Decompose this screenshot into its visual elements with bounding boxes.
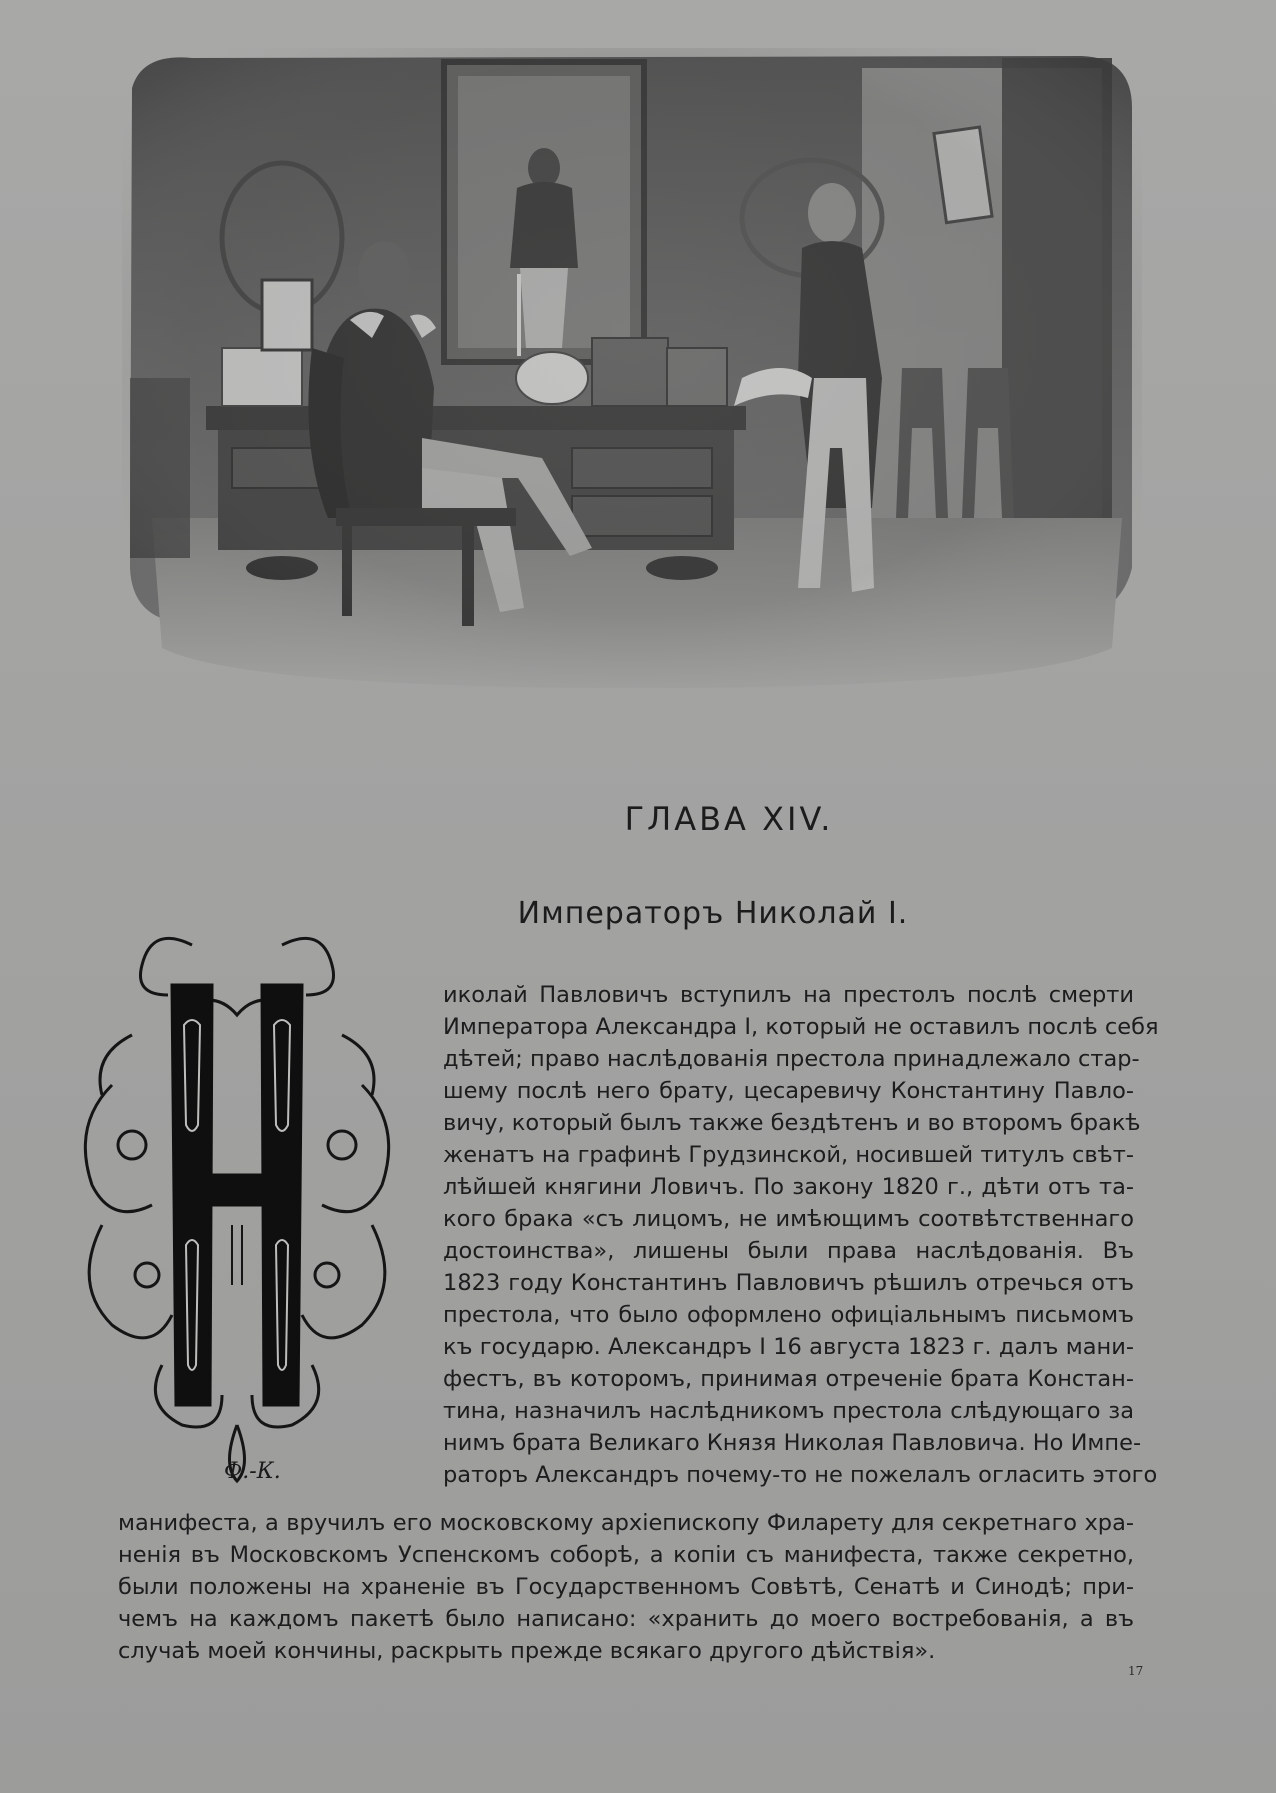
body-text-narrow [443, 979, 1159, 1491]
text-line: къ государю. Александръ I 16 августа 1823 г. далъ мани- [443, 1334, 1134, 1360]
text-line: нимъ брата Великаго Князя Николая Павловича. Но Импе- [443, 1430, 1142, 1456]
text-line: 1823 году Константинъ Павловичъ рѣшилъ отречься отъ [443, 1270, 1134, 1296]
text-line: престола, что было оформлено офиціальнымъ письмомъ [443, 1302, 1134, 1328]
initial-artist-signature: Ф.-К. [224, 1459, 281, 1484]
text-line: Императора Александра I, который не оставилъ послѣ себя [443, 1014, 1159, 1040]
text-line: достоинства», лишены были права наслѣдованія. Въ [443, 1238, 1134, 1264]
text-line: лѣйшей княгини Ловичъ. По закону 1820 г., дѣти отъ та- [443, 1174, 1134, 1200]
text-line: фестъ, въ которомъ, принимая отреченіе брата Констан- [443, 1366, 1134, 1392]
engraving-illustration [122, 48, 1142, 688]
text-line: ненія въ Московскомъ Успенскомъ соборѣ, а копіи съ манифеста, также секретно, [118, 1542, 1134, 1568]
text-line: женатъ на графинѣ Грудзинской, носившей титулъ свѣт- [443, 1142, 1134, 1168]
text-line: шему послѣ него брату, цесаревичу Константину Павло- [443, 1078, 1134, 1104]
ornamental-initial-letter [72, 925, 402, 1485]
text-line: тина, назначилъ наслѣдникомъ престола слѣдующаго за [443, 1398, 1134, 1424]
text-line: случаѣ моей кончины, раскрыть прежде всякаго другого дѣйствія». [118, 1638, 936, 1664]
chapter-subtitle: Императоръ Николай I. [517, 896, 909, 931]
chapter-title: ГЛАВА XIV. [624, 800, 834, 838]
text-line: иколай Павловичъ вступилъ на престолъ послѣ смерти [443, 982, 1134, 1008]
body-text-wide [118, 1507, 1134, 1667]
text-line: кого брака «съ лицомъ, не имѣющимъ соотвѣтственнаго [443, 1206, 1134, 1232]
text-line: вичу, который былъ также бездѣтенъ и во второмъ бракѣ [443, 1110, 1141, 1136]
text-line: дѣтей; право наслѣдованія престола принадлежало стар- [443, 1046, 1140, 1072]
text-line: были положены на храненіе въ Государственномъ Совѣтѣ, Сенатѣ и Синодѣ; при- [118, 1574, 1134, 1600]
text-line: манифеста, а вручилъ его московскому архіепископу Филарету для секретнаго хра- [118, 1510, 1134, 1536]
text-line: раторъ Александръ почему-то не пожелалъ огласить этого [443, 1462, 1158, 1488]
page-number: 17 [1128, 1664, 1144, 1678]
text-line: чемъ на каждомъ пакетѣ было написано: «хранить до моего востребованія, а въ [118, 1606, 1134, 1632]
